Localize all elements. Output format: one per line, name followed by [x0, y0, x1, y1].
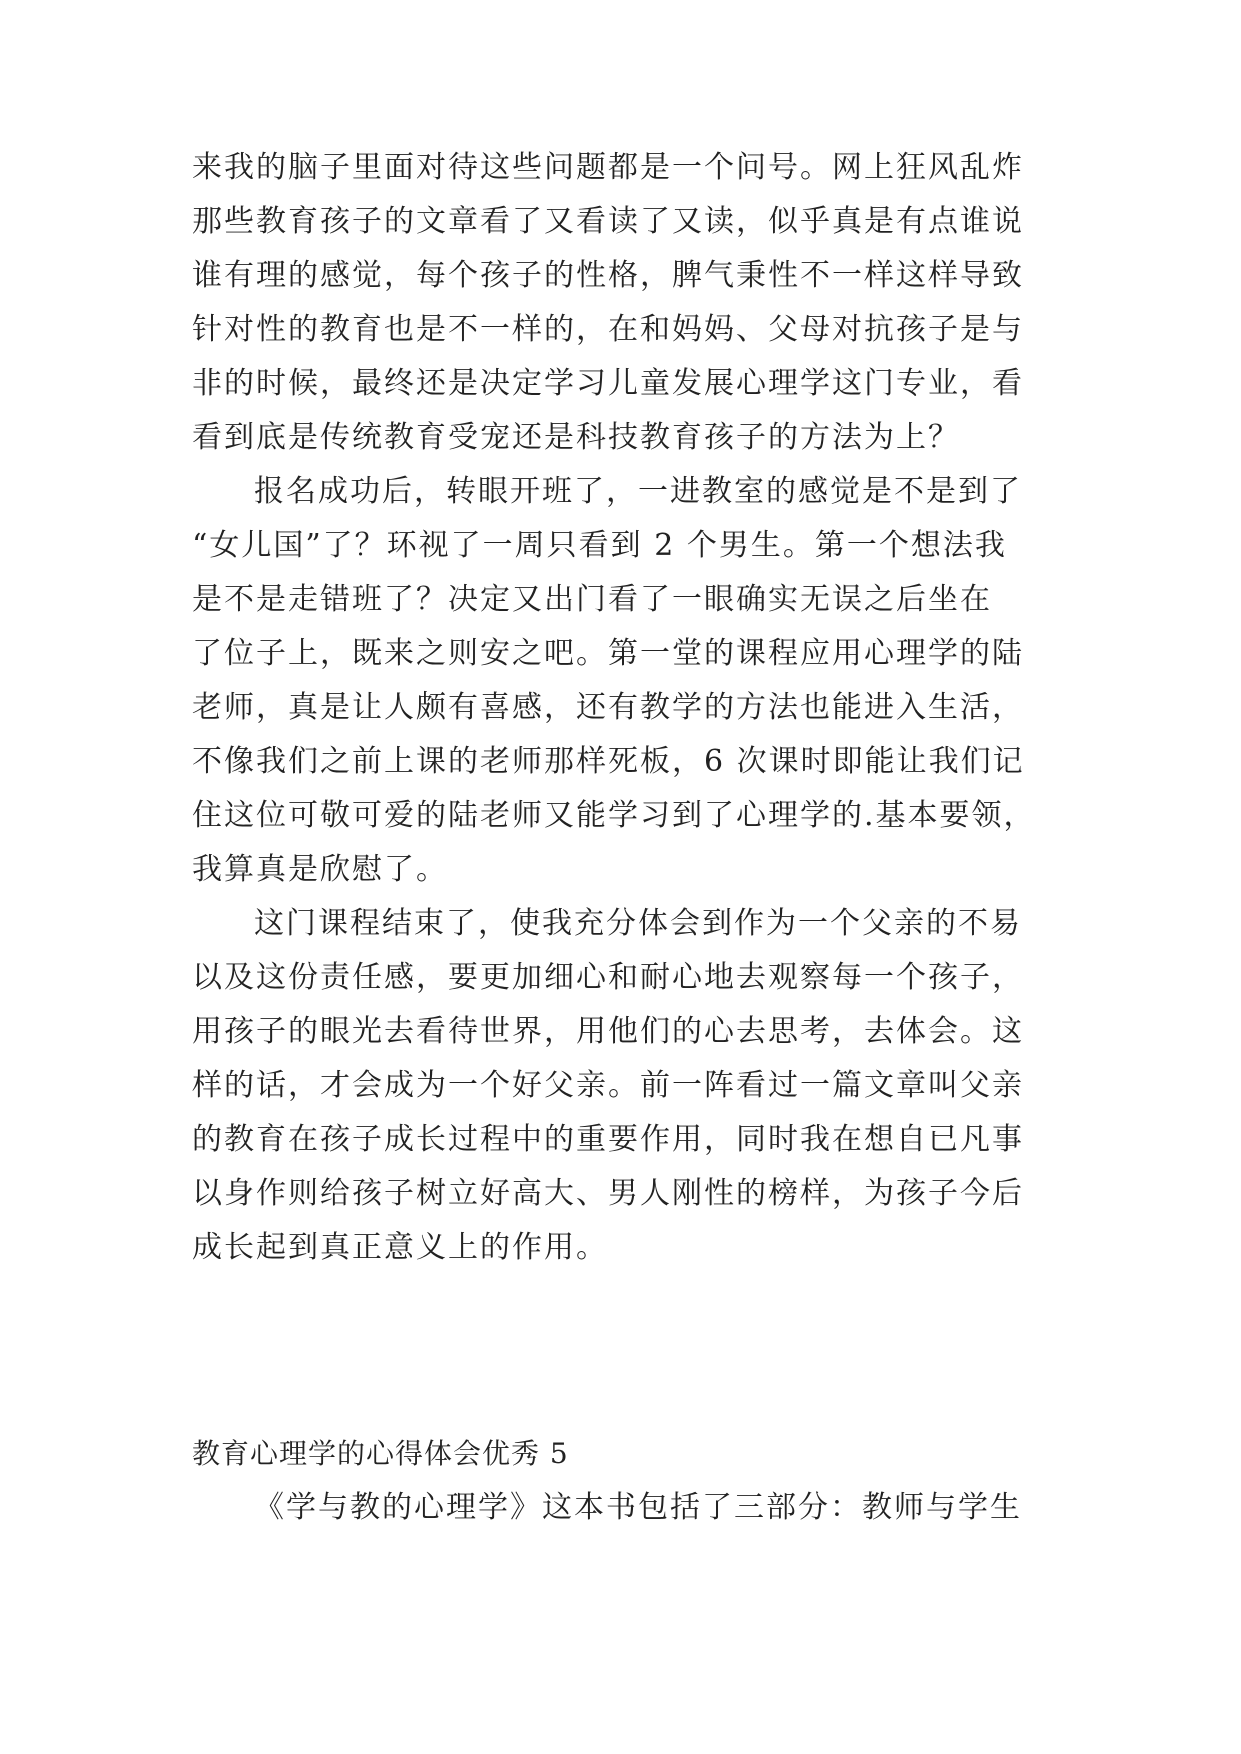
- paragraph-1: [192, 141, 1052, 465]
- paragraph-line: 用孩子的眼光去看待世界，用他们的心去思考，去体会。这: [192, 1014, 1024, 1049]
- paragraph-line: 报名成功后，转眼开班了，一进教室的感觉是不是到了: [254, 474, 1022, 509]
- paragraph-line: 以身作则给孩子树立好高大、男人刚性的榜样，为孩子今后: [192, 1176, 1024, 1211]
- paragraph-line: 这门课程结束了，使我充分体会到作为一个父亲的不易: [254, 906, 1022, 941]
- section-heading: 教育心理学的心得体会优秀 5: [192, 1437, 569, 1470]
- paragraph-line: 那些教育孩子的文章看了又看读了又读，似乎真是有点谁说: [192, 204, 1024, 239]
- paragraph-line: 样的话，才会成为一个好父亲。前一阵看过一篇文章叫父亲: [192, 1068, 1024, 1103]
- paragraph-line: 住这位可敬可爱的陆老师又能学习到了心理学的.基本要领，: [192, 798, 1036, 833]
- paragraph-2: [192, 465, 1052, 897]
- paragraph-line: 了位子上，既来之则安之吧。第一堂的课程应用心理学的陆: [192, 636, 1024, 671]
- paragraph-line: 的教育在孩子成长过程中的重要作用，同时我在想自已凡事: [192, 1122, 1024, 1157]
- paragraph-line: 是不是走错班了？决定又出门看了一眼确实无误之后坐在: [192, 582, 992, 617]
- paragraph-4: [192, 1481, 1052, 1535]
- paragraph-3: [192, 897, 1052, 1275]
- paragraph-line: 以及这份责任感，要更加细心和耐心地去观察每一个孩子，: [192, 960, 1024, 995]
- paragraph-line: 老师，真是让人颇有喜感，还有教学的方法也能进入生活，: [192, 690, 1024, 725]
- paragraph-line: 《学与教的心理学》这本书包括了三部分：教师与学生: [254, 1490, 1022, 1525]
- paragraph-line: 非的时候，最终还是决定学习儿童发展心理学这门专业，看: [192, 366, 1024, 401]
- paragraph-line: 谁有理的感觉，每个孩子的性格，脾气秉性不一样这样导致: [192, 258, 1024, 293]
- paragraph-line: 成长起到真正意义上的作用。: [192, 1230, 608, 1265]
- paragraph-line: 我算真是欣慰了。: [192, 852, 448, 887]
- paragraph-line: “女儿国”了？环视了一周只看到 2 个男生。第一个想法我: [192, 528, 1007, 563]
- paragraph-line: 来我的脑子里面对待这些问题都是一个问号。网上狂风乱炸: [192, 150, 1024, 185]
- paragraph-line: 看到底是传统教育受宠还是科技教育孩子的方法为上？: [192, 420, 960, 455]
- paragraph-line: 不像我们之前上课的老师那样死板，6 次课时即能让我们记: [192, 744, 1025, 779]
- paragraph-line: 针对性的教育也是不一样的，在和妈妈、父母对抗孩子是与: [192, 312, 1024, 347]
- section-heading-block: [192, 1427, 1052, 1481]
